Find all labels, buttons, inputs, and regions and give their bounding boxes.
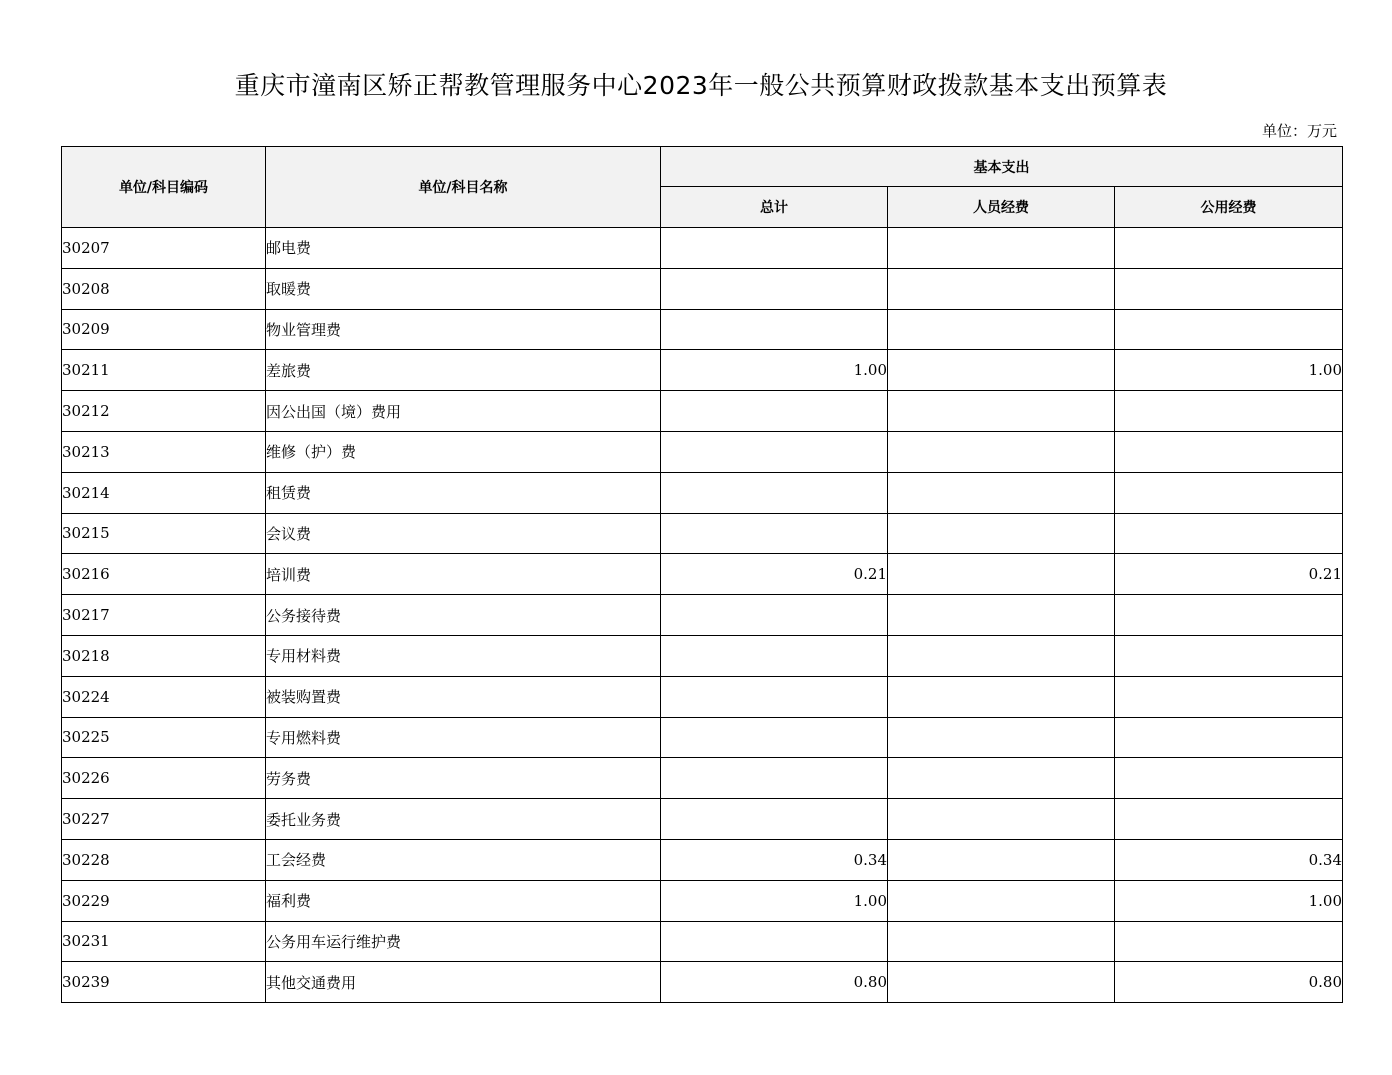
cell-total [661, 635, 888, 676]
cell-code: 30239 [62, 962, 266, 1003]
cell-total [661, 717, 888, 758]
cell-public: 0.80 [1115, 962, 1343, 1003]
cell-name: 其他交通费用 [266, 962, 661, 1003]
table-header [62, 147, 1343, 228]
cell-personnel [888, 758, 1115, 799]
cell-personnel [888, 839, 1115, 880]
cell-personnel [888, 921, 1115, 962]
header-total: 总计 [661, 187, 888, 228]
table-body [62, 228, 1343, 1003]
table-row [62, 350, 1343, 391]
header-name: 单位/科目名称 [266, 147, 661, 228]
table-row [62, 717, 1343, 758]
cell-total [661, 268, 888, 309]
cell-total: 0.80 [661, 962, 888, 1003]
cell-code: 30212 [62, 391, 266, 432]
cell-public [1115, 472, 1343, 513]
table-row [62, 676, 1343, 717]
budget-table [61, 146, 1343, 1003]
cell-name: 差旅费 [266, 350, 661, 391]
cell-code: 30215 [62, 513, 266, 554]
cell-personnel [888, 717, 1115, 758]
cell-name: 福利费 [266, 880, 661, 921]
cell-personnel [888, 513, 1115, 554]
cell-code: 30208 [62, 268, 266, 309]
cell-personnel [888, 309, 1115, 350]
cell-personnel [888, 268, 1115, 309]
cell-total [661, 472, 888, 513]
page-title: 重庆市潼南区矫正帮教管理服务中心2023年一般公共预算财政拨款基本支出预算表 [234, 71, 1168, 100]
cell-personnel [888, 635, 1115, 676]
cell-name: 维修（护）费 [266, 431, 661, 472]
cell-name: 租赁费 [266, 472, 661, 513]
table-row [62, 513, 1343, 554]
cell-public: 0.21 [1115, 554, 1343, 595]
cell-public [1115, 799, 1343, 840]
cell-total [661, 595, 888, 636]
cell-public: 0.34 [1115, 839, 1343, 880]
cell-total [661, 513, 888, 554]
table-row [62, 268, 1343, 309]
cell-name: 公务用车运行维护费 [266, 921, 661, 962]
unit-label: 单位：万元 [1261, 122, 1337, 140]
cell-name: 劳务费 [266, 758, 661, 799]
cell-public [1115, 309, 1343, 350]
cell-total [661, 758, 888, 799]
cell-personnel [888, 431, 1115, 472]
table-row [62, 921, 1343, 962]
header-personnel: 人员经费 [888, 187, 1115, 228]
table-row [62, 309, 1343, 350]
cell-code: 30229 [62, 880, 266, 921]
table-row [62, 962, 1343, 1003]
table-row [62, 880, 1343, 921]
cell-total: 0.21 [661, 554, 888, 595]
cell-public [1115, 228, 1343, 269]
cell-public: 1.00 [1115, 880, 1343, 921]
table-row [62, 635, 1343, 676]
cell-personnel [888, 228, 1115, 269]
cell-name: 邮电费 [266, 228, 661, 269]
table-row [62, 431, 1343, 472]
cell-personnel [888, 350, 1115, 391]
cell-personnel [888, 391, 1115, 432]
cell-public [1115, 513, 1343, 554]
cell-name: 因公出国（境）费用 [266, 391, 661, 432]
cell-code: 30209 [62, 309, 266, 350]
cell-code: 30225 [62, 717, 266, 758]
cell-public [1115, 595, 1343, 636]
cell-personnel [888, 880, 1115, 921]
table-row [62, 228, 1343, 269]
cell-personnel [888, 595, 1115, 636]
cell-code: 30218 [62, 635, 266, 676]
cell-personnel [888, 799, 1115, 840]
cell-name: 专用材料费 [266, 635, 661, 676]
cell-personnel [888, 962, 1115, 1003]
cell-total [661, 799, 888, 840]
cell-code: 30227 [62, 799, 266, 840]
cell-total [661, 391, 888, 432]
cell-code: 30207 [62, 228, 266, 269]
cell-name: 专用燃料费 [266, 717, 661, 758]
cell-name: 被装购置费 [266, 676, 661, 717]
cell-code: 30213 [62, 431, 266, 472]
cell-public [1115, 717, 1343, 758]
cell-public [1115, 268, 1343, 309]
header-public: 公用经费 [1115, 187, 1343, 228]
cell-public [1115, 635, 1343, 676]
cell-public: 1.00 [1115, 350, 1343, 391]
cell-code: 30217 [62, 595, 266, 636]
table-row [62, 799, 1343, 840]
cell-name: 取暖费 [266, 268, 661, 309]
cell-code: 30226 [62, 758, 266, 799]
cell-name: 公务接待费 [266, 595, 661, 636]
header-code: 单位/科目编码 [62, 147, 266, 228]
cell-public [1115, 676, 1343, 717]
header-basic-expenditure: 基本支出 [661, 147, 1343, 187]
table-row [62, 758, 1343, 799]
cell-total [661, 676, 888, 717]
cell-personnel [888, 472, 1115, 513]
table-row [62, 554, 1343, 595]
cell-name: 培训费 [266, 554, 661, 595]
cell-name: 委托业务费 [266, 799, 661, 840]
cell-total [661, 228, 888, 269]
cell-code: 30216 [62, 554, 266, 595]
cell-name: 会议费 [266, 513, 661, 554]
table-row [62, 839, 1343, 880]
cell-total: 1.00 [661, 880, 888, 921]
cell-total [661, 309, 888, 350]
cell-total: 0.34 [661, 839, 888, 880]
cell-total [661, 921, 888, 962]
cell-public [1115, 758, 1343, 799]
cell-total [661, 431, 888, 472]
cell-public [1115, 431, 1343, 472]
table-row [62, 472, 1343, 513]
table-row [62, 595, 1343, 636]
cell-public [1115, 391, 1343, 432]
cell-public [1115, 921, 1343, 962]
cell-personnel [888, 676, 1115, 717]
cell-code: 30214 [62, 472, 266, 513]
cell-code: 30231 [62, 921, 266, 962]
table-row [62, 391, 1343, 432]
cell-personnel [888, 554, 1115, 595]
cell-code: 30228 [62, 839, 266, 880]
cell-code: 30211 [62, 350, 266, 391]
cell-name: 物业管理费 [266, 309, 661, 350]
cell-name: 工会经费 [266, 839, 661, 880]
cell-total: 1.00 [661, 350, 888, 391]
cell-code: 30224 [62, 676, 266, 717]
